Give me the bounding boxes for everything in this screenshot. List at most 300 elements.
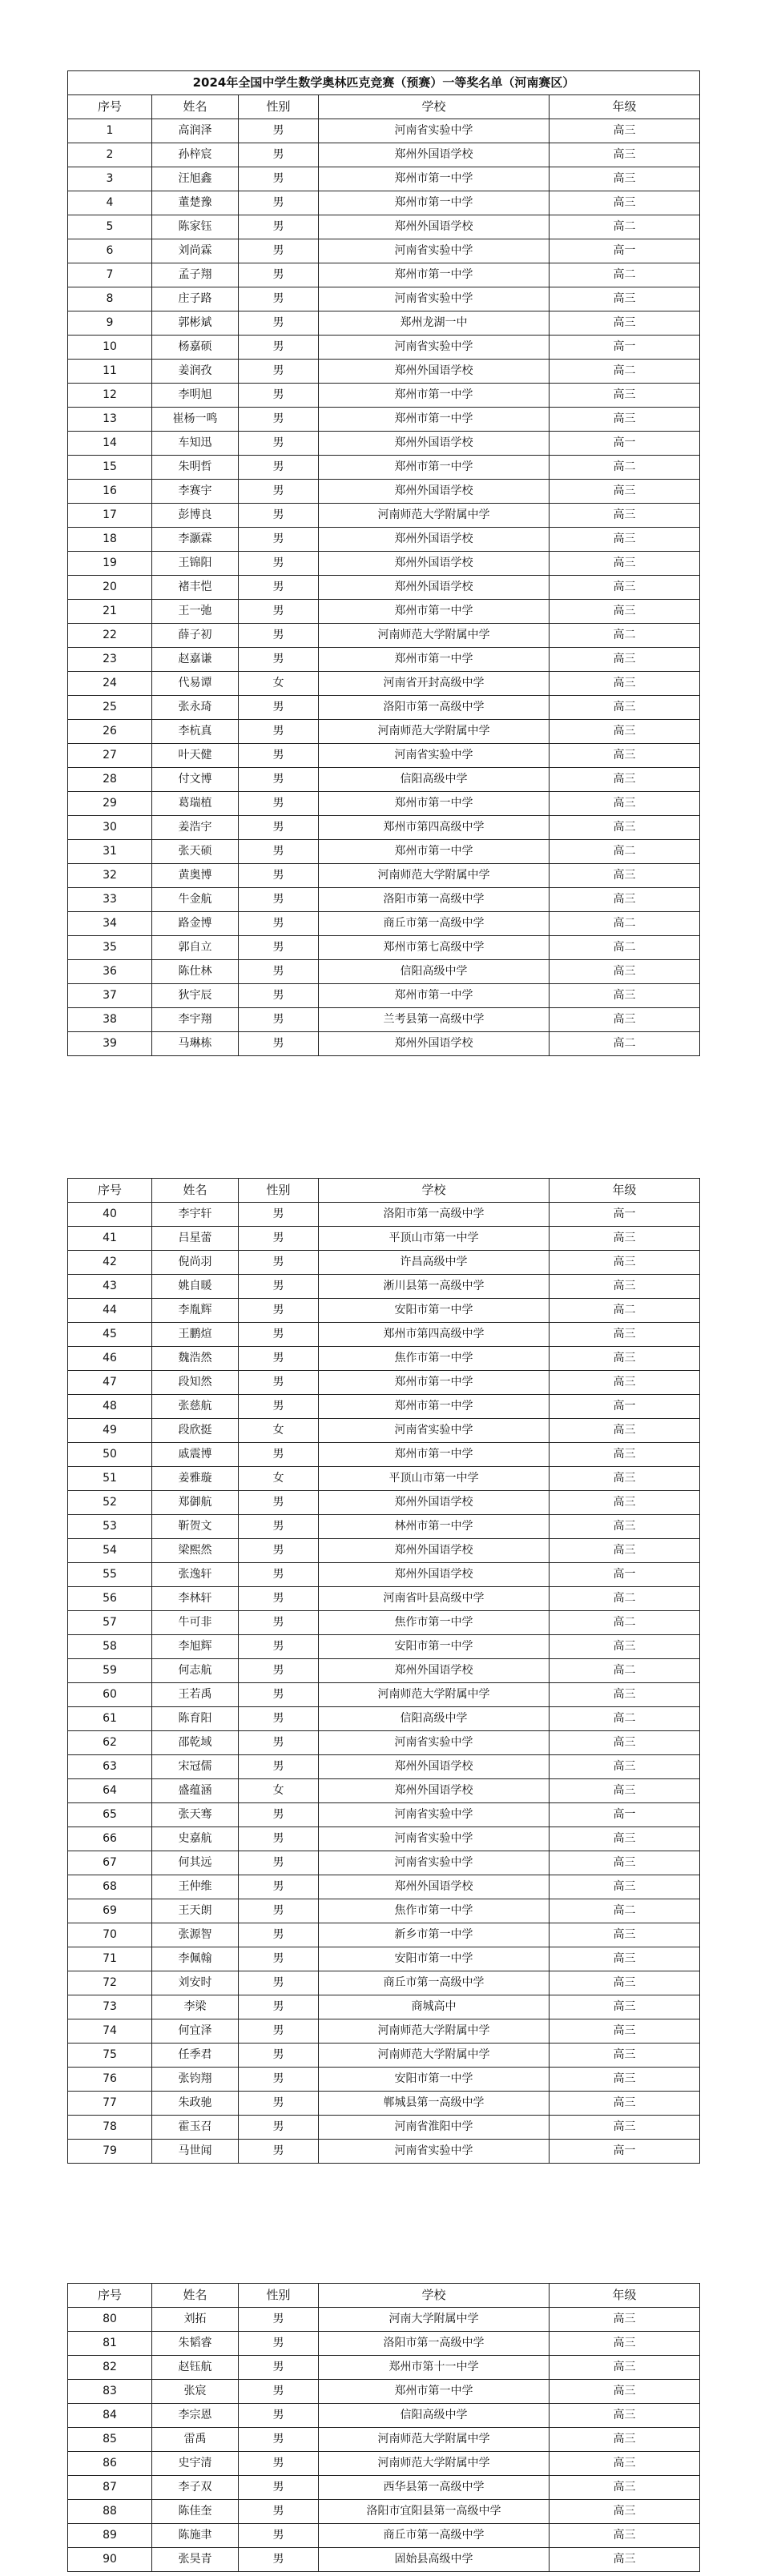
grade-cell: 高三 (550, 2116, 700, 2140)
table-row (68, 840, 700, 864)
school-cell: 兰考县第一高级中学 (319, 1008, 550, 1032)
name-cell: 张慈航 (152, 1395, 239, 1419)
school-cell: 河南省实验中学 (319, 1827, 550, 1851)
number-cell: 17 (68, 504, 152, 528)
school-cell: 郑州市第一中学 (319, 167, 550, 191)
number-cell: 11 (68, 360, 152, 384)
gender-cell: 男 (239, 1395, 319, 1419)
table-row (68, 552, 700, 576)
award-table-part-2 (67, 1178, 700, 2164)
grade-cell: 高三 (550, 408, 700, 432)
gender-cell: 男 (239, 191, 319, 215)
number-cell: 19 (68, 552, 152, 576)
number-cell: 5 (68, 215, 152, 239)
table-row (68, 191, 700, 215)
gender-cell: 男 (239, 552, 319, 576)
gender-cell: 男 (239, 1323, 319, 1347)
school-cell: 信阳高级中学 (319, 1707, 550, 1731)
school-cell: 安阳市第一中学 (319, 1947, 550, 1971)
table-row (68, 2356, 700, 2380)
school-cell: 郸城县第一高级中学 (319, 2092, 550, 2116)
number-cell: 29 (68, 792, 152, 816)
name-cell: 付文博 (152, 768, 239, 792)
gender-cell: 男 (239, 263, 319, 287)
table-row (68, 1347, 700, 1371)
grade-cell: 高三 (550, 2548, 700, 2572)
name-cell: 张昊青 (152, 2548, 239, 2572)
col-header-school: 学校 (319, 2284, 550, 2308)
school-cell: 郑州外国语学校 (319, 432, 550, 456)
gender-cell: 男 (239, 816, 319, 840)
number-cell: 77 (68, 2092, 152, 2116)
number-cell: 74 (68, 2019, 152, 2044)
number-cell: 36 (68, 960, 152, 984)
name-cell: 朱政驰 (152, 2092, 239, 2116)
gender-cell: 男 (239, 1539, 319, 1563)
table-row (68, 1995, 700, 2019)
gender-cell: 男 (239, 1227, 319, 1251)
table-row (68, 2140, 700, 2164)
school-cell: 郑州外国语学校 (319, 1779, 550, 1803)
school-cell: 西华县第一高级中学 (319, 2476, 550, 2500)
school-cell: 郑州外国语学校 (319, 1659, 550, 1683)
number-cell: 63 (68, 1755, 152, 1779)
table-row (68, 263, 700, 287)
gender-cell: 男 (239, 2068, 319, 2092)
table-row (68, 408, 700, 432)
table-row (68, 1371, 700, 1395)
school-cell: 郑州市第一中学 (319, 456, 550, 480)
number-cell: 88 (68, 2500, 152, 2524)
school-cell: 郑州市第一中学 (319, 1371, 550, 1395)
table-row (68, 1539, 700, 1563)
grade-cell: 高三 (550, 1467, 700, 1491)
name-cell: 陈佳奎 (152, 2500, 239, 2524)
school-cell: 淅川县第一高级中学 (319, 1275, 550, 1299)
gender-cell: 男 (239, 1587, 319, 1611)
gender-cell: 男 (239, 1875, 319, 1899)
name-cell: 车知迅 (152, 432, 239, 456)
grade-cell: 高三 (550, 792, 700, 816)
grade-cell: 高三 (550, 2092, 700, 2116)
number-cell: 23 (68, 648, 152, 672)
school-cell: 郑州外国语学校 (319, 528, 550, 552)
table-row (68, 167, 700, 191)
school-cell: 河南省实验中学 (319, 744, 550, 768)
name-cell: 史嘉航 (152, 1827, 239, 1851)
school-cell: 安阳市第一中学 (319, 1635, 550, 1659)
gender-cell: 女 (239, 672, 319, 696)
number-cell: 9 (68, 311, 152, 336)
col-header-number: 序号 (68, 1179, 152, 1203)
grade-cell: 高三 (550, 384, 700, 408)
grade-cell: 高三 (550, 119, 700, 143)
name-cell: 杨嘉硕 (152, 336, 239, 360)
gender-cell: 男 (239, 2500, 319, 2524)
school-cell: 郑州市第十一中学 (319, 2356, 550, 2380)
grade-cell: 高三 (550, 960, 700, 984)
gender-cell: 男 (239, 1371, 319, 1395)
gender-cell: 男 (239, 336, 319, 360)
name-cell: 李旭辉 (152, 1635, 239, 1659)
school-cell: 郑州外国语学校 (319, 1539, 550, 1563)
gender-cell: 男 (239, 720, 319, 744)
number-cell: 31 (68, 840, 152, 864)
number-cell: 58 (68, 1635, 152, 1659)
table-row (68, 1587, 700, 1611)
name-cell: 马琳栋 (152, 1032, 239, 1056)
grade-cell: 高三 (550, 1947, 700, 1971)
school-cell: 河南师范大学附属中学 (319, 2428, 550, 2452)
table-row (68, 672, 700, 696)
table-row (68, 624, 700, 648)
table-row (68, 1251, 700, 1275)
table-row (68, 1923, 700, 1947)
number-cell: 79 (68, 2140, 152, 2164)
name-cell: 郑御航 (152, 1491, 239, 1515)
number-cell: 72 (68, 1971, 152, 1995)
name-cell: 王一弛 (152, 600, 239, 624)
header-row (68, 2284, 700, 2308)
table-row (68, 1323, 700, 1347)
grade-cell: 高三 (550, 1323, 700, 1347)
school-cell: 郑州市第一中学 (319, 1395, 550, 1419)
table-row (68, 2308, 700, 2332)
school-cell: 焦作市第一中学 (319, 1611, 550, 1635)
grade-cell: 高三 (550, 2428, 700, 2452)
gender-cell: 男 (239, 1032, 319, 1056)
school-cell: 郑州外国语学校 (319, 1875, 550, 1899)
table-row (68, 1947, 700, 1971)
name-cell: 张逸轩 (152, 1563, 239, 1587)
table-row (68, 864, 700, 888)
grade-cell: 高二 (550, 456, 700, 480)
name-cell: 刘安时 (152, 1971, 239, 1995)
table-row (68, 504, 700, 528)
name-cell: 何志航 (152, 1659, 239, 1683)
name-cell: 段欣挺 (152, 1419, 239, 1443)
school-cell: 郑州外国语学校 (319, 480, 550, 504)
gender-cell: 男 (239, 1731, 319, 1755)
school-cell: 河南省淮阳中学 (319, 2116, 550, 2140)
school-cell: 河南师范大学附属中学 (319, 2452, 550, 2476)
name-cell: 张永琦 (152, 696, 239, 720)
table-row (68, 720, 700, 744)
grade-cell: 高三 (550, 1755, 700, 1779)
table-row (68, 1851, 700, 1875)
school-cell: 郑州市第一中学 (319, 1443, 550, 1467)
gender-cell: 男 (239, 864, 319, 888)
number-cell: 38 (68, 1008, 152, 1032)
school-cell: 河南师范大学附属中学 (319, 720, 550, 744)
name-cell: 王鹏煊 (152, 1323, 239, 1347)
grade-cell: 高二 (550, 1707, 700, 1731)
gender-cell: 男 (239, 1275, 319, 1299)
school-cell: 商丘市第一高级中学 (319, 2524, 550, 2548)
name-cell: 倪尚羽 (152, 1251, 239, 1275)
school-cell: 郑州外国语学校 (319, 360, 550, 384)
grade-cell: 高二 (550, 1299, 700, 1323)
table-row (68, 936, 700, 960)
grade-cell: 高三 (550, 1347, 700, 1371)
grade-cell: 高二 (550, 1899, 700, 1923)
gender-cell: 男 (239, 384, 319, 408)
number-cell: 21 (68, 600, 152, 624)
name-cell: 汪旭鑫 (152, 167, 239, 191)
grade-cell: 高三 (550, 2524, 700, 2548)
name-cell: 何宜泽 (152, 2019, 239, 2044)
number-cell: 49 (68, 1419, 152, 1443)
name-cell: 王若禹 (152, 1683, 239, 1707)
school-cell: 河南省实验中学 (319, 1803, 550, 1827)
number-cell: 69 (68, 1899, 152, 1923)
gender-cell: 男 (239, 1659, 319, 1683)
table-row (68, 2380, 700, 2404)
table-row (68, 1443, 700, 1467)
number-cell: 59 (68, 1659, 152, 1683)
grade-cell: 高二 (550, 1587, 700, 1611)
number-cell: 73 (68, 1995, 152, 2019)
table-row (68, 1032, 700, 1056)
name-cell: 戚震博 (152, 1443, 239, 1467)
grade-cell: 高二 (550, 215, 700, 239)
school-cell: 信阳高级中学 (319, 2404, 550, 2428)
school-cell: 河南省实验中学 (319, 1731, 550, 1755)
number-cell: 43 (68, 1275, 152, 1299)
gender-cell: 男 (239, 408, 319, 432)
grade-cell: 高一 (550, 1203, 700, 1227)
school-cell: 许昌高级中学 (319, 1251, 550, 1275)
school-cell: 洛阳市第一高级中学 (319, 1203, 550, 1227)
school-cell: 郑州市第一中学 (319, 2380, 550, 2404)
number-cell: 45 (68, 1323, 152, 1347)
gender-cell: 男 (239, 2476, 319, 2500)
number-cell: 27 (68, 744, 152, 768)
number-cell: 60 (68, 1683, 152, 1707)
number-cell: 67 (68, 1851, 152, 1875)
number-cell: 20 (68, 576, 152, 600)
school-cell: 郑州外国语学校 (319, 1032, 550, 1056)
school-cell: 河南省实验中学 (319, 239, 550, 263)
document-title: 2024年全国中学生数学奥林匹克竞赛（预赛）一等奖名单（河南赛区） (68, 71, 700, 95)
name-cell: 张宸 (152, 2380, 239, 2404)
name-cell: 王仲维 (152, 1875, 239, 1899)
name-cell: 高润泽 (152, 119, 239, 143)
grade-cell: 高三 (550, 576, 700, 600)
name-cell: 李杭真 (152, 720, 239, 744)
gender-cell: 男 (239, 360, 319, 384)
number-cell: 18 (68, 528, 152, 552)
number-cell: 89 (68, 2524, 152, 2548)
gender-cell: 男 (239, 576, 319, 600)
gender-cell: 男 (239, 1299, 319, 1323)
school-cell: 洛阳市第一高级中学 (319, 888, 550, 912)
table-row (68, 744, 700, 768)
school-cell: 河南省叶县高级中学 (319, 1587, 550, 1611)
gender-cell: 男 (239, 936, 319, 960)
grade-cell: 高二 (550, 1032, 700, 1056)
header-row (68, 95, 700, 119)
table-row (68, 480, 700, 504)
name-cell: 黄奥博 (152, 864, 239, 888)
name-cell: 孟子翔 (152, 263, 239, 287)
gender-cell: 男 (239, 1203, 319, 1227)
table-row (68, 648, 700, 672)
school-cell: 郑州市第一中学 (319, 263, 550, 287)
name-cell: 牛可非 (152, 1611, 239, 1635)
number-cell: 39 (68, 1032, 152, 1056)
name-cell: 张钧翔 (152, 2068, 239, 2092)
number-cell: 53 (68, 1515, 152, 1539)
name-cell: 吕星蕾 (152, 1227, 239, 1251)
table-row (68, 600, 700, 624)
grade-cell: 高三 (550, 1923, 700, 1947)
grade-cell: 高三 (550, 2044, 700, 2068)
table-row (68, 336, 700, 360)
school-cell: 洛阳市第一高级中学 (319, 2332, 550, 2356)
number-cell: 28 (68, 768, 152, 792)
name-cell: 褚丰恺 (152, 576, 239, 600)
grade-cell: 高三 (550, 2380, 700, 2404)
school-cell: 焦作市第一中学 (319, 1347, 550, 1371)
table-row (68, 1683, 700, 1707)
grade-cell: 高一 (550, 239, 700, 263)
number-cell: 34 (68, 912, 152, 936)
number-cell: 37 (68, 984, 152, 1008)
name-cell: 彭博良 (152, 504, 239, 528)
name-cell: 魏浩然 (152, 1347, 239, 1371)
school-cell: 郑州外国语学校 (319, 143, 550, 167)
name-cell: 马世闻 (152, 2140, 239, 2164)
table-row (68, 1515, 700, 1539)
school-cell: 河南省实验中学 (319, 336, 550, 360)
school-cell: 河南省实验中学 (319, 1851, 550, 1875)
table-row (68, 1467, 700, 1491)
number-cell: 35 (68, 936, 152, 960)
grade-cell: 高三 (550, 2308, 700, 2332)
grade-cell: 高三 (550, 287, 700, 311)
number-cell: 7 (68, 263, 152, 287)
title-row (68, 71, 700, 95)
gender-cell: 男 (239, 1971, 319, 1995)
name-cell: 牛金航 (152, 888, 239, 912)
number-cell: 24 (68, 672, 152, 696)
grade-cell: 高三 (550, 1851, 700, 1875)
gender-cell: 男 (239, 432, 319, 456)
number-cell: 51 (68, 1467, 152, 1491)
col-header-grade: 年级 (550, 2284, 700, 2308)
gender-cell: 女 (239, 1419, 319, 1443)
grade-cell: 高三 (550, 600, 700, 624)
grade-cell: 高三 (550, 672, 700, 696)
grade-cell: 高三 (550, 2332, 700, 2356)
grade-cell: 高三 (550, 1251, 700, 1275)
number-cell: 30 (68, 816, 152, 840)
name-cell: 朱明哲 (152, 456, 239, 480)
name-cell: 何其远 (152, 1851, 239, 1875)
name-cell: 姜雅璇 (152, 1467, 239, 1491)
name-cell: 段知然 (152, 1371, 239, 1395)
number-cell: 76 (68, 2068, 152, 2092)
grade-cell: 高三 (550, 191, 700, 215)
gender-cell: 男 (239, 1899, 319, 1923)
gender-cell: 男 (239, 2428, 319, 2452)
table-row (68, 1635, 700, 1659)
award-table-part-3 (67, 2283, 700, 2572)
number-cell: 66 (68, 1827, 152, 1851)
school-cell: 河南师范大学附属中学 (319, 624, 550, 648)
number-cell: 32 (68, 864, 152, 888)
grade-cell: 高三 (550, 2500, 700, 2524)
gender-cell: 男 (239, 311, 319, 336)
school-cell: 郑州外国语学校 (319, 1563, 550, 1587)
number-cell: 42 (68, 1251, 152, 1275)
table-row (68, 2332, 700, 2356)
name-cell: 霍玉召 (152, 2116, 239, 2140)
table-row (68, 2019, 700, 2044)
gender-cell: 男 (239, 768, 319, 792)
name-cell: 李灏霖 (152, 528, 239, 552)
grade-cell: 高一 (550, 336, 700, 360)
grade-cell: 高三 (550, 1008, 700, 1032)
school-cell: 河南省实验中学 (319, 119, 550, 143)
gender-cell: 男 (239, 1251, 319, 1275)
school-cell: 平顶山市第一中学 (319, 1467, 550, 1491)
school-cell: 河南师范大学附属中学 (319, 864, 550, 888)
number-cell: 22 (68, 624, 152, 648)
number-cell: 71 (68, 1947, 152, 1971)
school-cell: 郑州市第一中学 (319, 600, 550, 624)
gender-cell: 男 (239, 1563, 319, 1587)
number-cell: 65 (68, 1803, 152, 1827)
gender-cell: 男 (239, 840, 319, 864)
gender-cell: 男 (239, 1347, 319, 1371)
table-row (68, 1491, 700, 1515)
grade-cell: 高三 (550, 984, 700, 1008)
school-cell: 郑州外国语学校 (319, 215, 550, 239)
school-cell: 河南省实验中学 (319, 2140, 550, 2164)
name-cell: 刘拓 (152, 2308, 239, 2332)
gender-cell: 男 (239, 2380, 319, 2404)
table-row (68, 360, 700, 384)
name-cell: 董楚豫 (152, 191, 239, 215)
number-cell: 83 (68, 2380, 152, 2404)
grade-cell: 高三 (550, 888, 700, 912)
number-cell: 52 (68, 1491, 152, 1515)
number-cell: 50 (68, 1443, 152, 1467)
school-cell: 安阳市第一中学 (319, 1299, 550, 1323)
name-cell: 朱韬睿 (152, 2332, 239, 2356)
gender-cell: 男 (239, 1755, 319, 1779)
grade-cell: 高三 (550, 2068, 700, 2092)
number-cell: 10 (68, 336, 152, 360)
gender-cell: 男 (239, 648, 319, 672)
gender-cell: 男 (239, 984, 319, 1008)
table-row (68, 1419, 700, 1443)
name-cell: 邵乾域 (152, 1731, 239, 1755)
grade-cell: 高二 (550, 1659, 700, 1683)
school-cell: 信阳高级中学 (319, 768, 550, 792)
table-row (68, 576, 700, 600)
table-row (68, 960, 700, 984)
name-cell: 庄子路 (152, 287, 239, 311)
grade-cell: 高三 (550, 1875, 700, 1899)
table-row (68, 888, 700, 912)
name-cell: 李子双 (152, 2476, 239, 2500)
table-row (68, 432, 700, 456)
school-cell: 固始县高级中学 (319, 2548, 550, 2572)
number-cell: 56 (68, 1587, 152, 1611)
